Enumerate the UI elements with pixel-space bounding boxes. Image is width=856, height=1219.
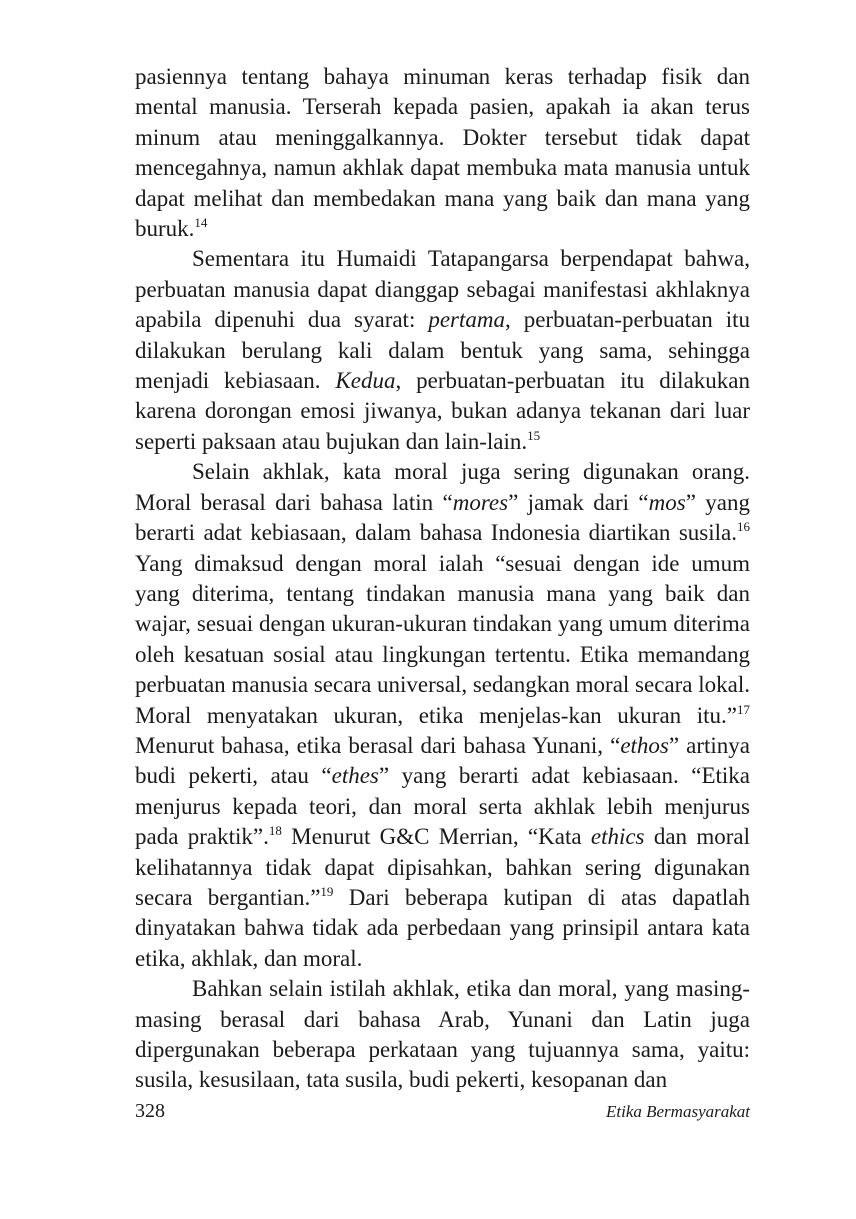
paragraph-2 bbox=[135, 244, 750, 457]
paragraph-text: Menurut bahasa, etika berasal dari bahasa Yunani, “ bbox=[135, 732, 621, 758]
paragraph-text: ” artinya budi pekerti, atau “ bbox=[135, 732, 750, 789]
footnote-ref-17: 17 bbox=[737, 701, 750, 717]
paragraph-text: ” yang berarti adat kebiasaan, dalam bahasa Indonesia diartikan susila. bbox=[135, 489, 750, 546]
paragraph-text: ” yang berarti adat kebiasaan. “Etika menjurus kepada teori, dan moral serta akhlak lebih menjurus pada praktik”. bbox=[135, 763, 750, 850]
footnote-ref-16: 16 bbox=[737, 519, 750, 535]
paragraph-text: Dari beberapa kutipan di atas dapatlah dinyatakan bahwa tidak ada perbedaan yang prinsipil antara kata etika, akhlak, dan moral. bbox=[135, 884, 750, 971]
footnote-ref-15: 15 bbox=[527, 427, 541, 443]
paragraph-4 bbox=[135, 974, 750, 1096]
paragraph-text: Selain akhlak, kata moral juga sering digunakan orang. Moral berasal dari bahasa latin “ bbox=[135, 459, 750, 515]
paragraph-text: Bahkan selain istilah akhlak, etika dan moral, yang masing-masing berasal dari bahasa Arab, Yunani dan Latin juga dipergunakan beberapa perkataan yang tujuannya sama, yaitu: susila, kesusilaan, tata susila, budi pekerti, kesopanan dan bbox=[135, 976, 750, 1093]
italic-term: Kedua bbox=[335, 368, 396, 394]
page-number: 328 bbox=[135, 1100, 165, 1122]
paragraph-3 bbox=[135, 457, 750, 974]
italic-term: mos bbox=[648, 489, 686, 515]
page-body bbox=[135, 62, 750, 1096]
paragraph-text: , perbuatan-perbuatan itu dilakukan berulang kali dalam bentuk yang sama, sehingga menjadi kebiasaan. bbox=[135, 307, 750, 394]
paragraph-text: pasiennya tentang bahaya minuman keras terhadap fisik dan mental manusia. Terserah kepada pasien, apakah ia akan terus minum atau meninggalkannya. Dokter tersebut tidak dapat mencegahnya, namun akhlak dapat membuka mata manusia untuk dapat melihat dan membedakan mana yang baik dan mana yang buruk. bbox=[135, 64, 750, 242]
italic-term: ethes bbox=[331, 763, 379, 789]
paragraph-text: Sementara itu Humaidi Tatapangarsa berpendapat bahwa, perbuatan manusia dapat dianggap sebagai manifestasi akhlaknya apabila dipenuhi dua syarat: bbox=[135, 246, 750, 333]
footnote-ref-18: 18 bbox=[268, 823, 282, 839]
paragraph-text: Menurut G&C Merrian, “Kata bbox=[281, 824, 591, 850]
italic-term: mores bbox=[452, 489, 509, 515]
paragraph-text: ” jamak dari “ bbox=[508, 489, 649, 515]
paragraph-1 bbox=[135, 62, 750, 244]
italic-term: ethics bbox=[590, 824, 645, 850]
paragraph-text: dan moral kelihatannya tidak dapat dipisahkan, bahkan sering digunakan secara bergantian.” bbox=[135, 824, 750, 910]
running-title: Etika Bermasyarakat bbox=[606, 1102, 750, 1121]
footnote-ref-14: 14 bbox=[194, 215, 208, 231]
footnote-ref-19: 19 bbox=[320, 883, 334, 899]
italic-term: ethos bbox=[620, 732, 669, 758]
italic-term: pertama bbox=[428, 307, 505, 333]
paragraph-text: , perbuatan-perbuatan itu dilakukan karena dorongan emosi jiwanya, bukan adanya tekanan dari luar seperti paksaan atau bujukan dan lain-lain. bbox=[135, 368, 750, 454]
page-footer bbox=[135, 1100, 750, 1123]
paragraph-text: Yang dimaksud dengan moral ialah “sesuai dengan ide umum yang diterima, tentang tindakan manusia mana yang baik dan wajar, sesuai dengan ukuran-ukuran tindakan yang umum diterima oleh kesatuan sosial atau lingkungan tertentu. Etika memandang perbuatan manusia secara universal, sedangkan moral secara lokal. Moral menyatakan ukuran, etika menjelas-kan ukuran itu.” bbox=[135, 550, 750, 728]
